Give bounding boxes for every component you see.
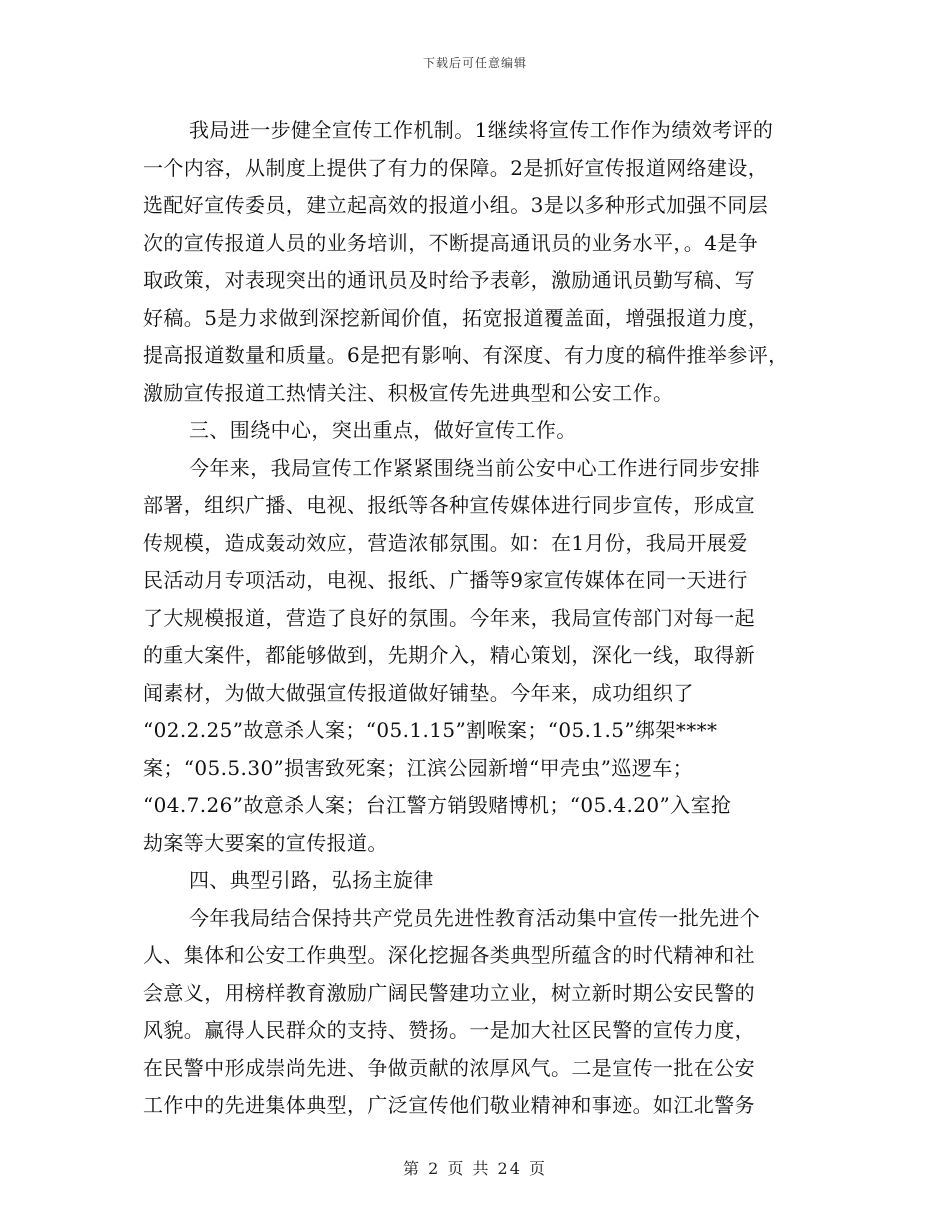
page-header: 下载后可任意编辑 (422, 56, 527, 70)
document-body (143, 112, 823, 1125)
text-line: 选配好宣传委员，建立起高效的报道小组。3是以多种形式加强不同层 (143, 193, 769, 217)
text-line: 取政策，对表现突出的通讯员及时给予表彰，激励通讯员勤写稿、写 (143, 268, 755, 292)
text-line: 人、集体和公安工作典型。深化挖掘各类典型所蕴含的时代精神和社 (143, 943, 755, 967)
text-line: 风貌。赢得人民群众的支持、赞扬。一是加大社区民警的宣传力度， (143, 1018, 755, 1042)
text-line: 今年来，我局宣传工作紧紧围绕当前公安中心工作进行同步安排 (189, 455, 761, 480)
text-line: 闻素材，为做大做强宣传报道做好铺垫。今年来，成功组织了 (143, 680, 694, 705)
text-line: 劫案等大要案的宣传报道。 (143, 830, 388, 855)
text-line: 好稿。5是力求做到深挖新闻价值，拓宽报道覆盖面，增强报道力度， (143, 305, 769, 330)
text-line: 次的宣传报道人员的业务培训，不断提高通讯员的业务水平，。4是争 (143, 230, 759, 255)
text-line: 在民警中形成崇尚先进、争做贡献的浓厚风气。二是宣传一批在公安 (143, 1055, 755, 1080)
text-line: 民活动月专项活动，电视、报纸、广播等9家宣传媒体在同一天进行 (143, 568, 748, 592)
text-line: 的重大案件，都能够做到，先期介入，精心策划，深化一线，取得新 (143, 643, 755, 667)
text-line: “02.2.25”故意杀人案；“05.1.15”割喉案；“05.1.5”绑架**** (143, 718, 718, 742)
page-footer: 第 2 页 共 24 页 (403, 1159, 547, 1178)
text-line: 今年我局结合保持共产党员先进性教育活动集中宣传一批先进个 (189, 905, 761, 930)
text-line: 一个内容，从制度上提供了有力的保障。2是抓好宣传报道网络建设， (143, 155, 769, 180)
text-line: 三、围绕中心，突出重点，做好宣传工作。 (189, 418, 577, 442)
text-line: 了大规模报道，营造了良好的氛围。今年来，我局宣传部门对每一起 (143, 605, 755, 630)
text-line: 部署，组织广播、电视、报纸等各种宣传媒体进行同步宣传，形成宣 (143, 493, 755, 517)
text-line: “04.7.26”故意杀人案；台江警方销毁赌博机；“05.4.20”入室抢 (143, 793, 732, 817)
text-line: 提高报道数量和质量。6是把有影响、有深度、有力度的稿件推举参评， (143, 343, 789, 367)
text-line: 激励宣传报道工热情关注、积极宣传先进典型和公安工作。 (143, 380, 674, 405)
text-line: 工作中的先进集体典型，广泛宣传他们敬业精神和事迹。如江北警务 (143, 1093, 755, 1117)
text-line: 会意义，用榜样教育激励广阔民警建功立业，树立新时期公安民警的 (143, 980, 755, 1005)
text-line: 传规模，造成轰动效应，营造浓郁氛围。如：在1月份，我局开展爱 (143, 530, 748, 555)
text-line: 四、典型引路，弘扬主旋律 (189, 868, 434, 892)
text-line: 案；“05.5.30”损害致死案；江滨公园新增“甲壳虫”巡逻车； (143, 755, 694, 780)
text-line: 我局进一步健全宣传工作机制。1继续将宣传工作作为绩效考评的 (189, 118, 774, 142)
